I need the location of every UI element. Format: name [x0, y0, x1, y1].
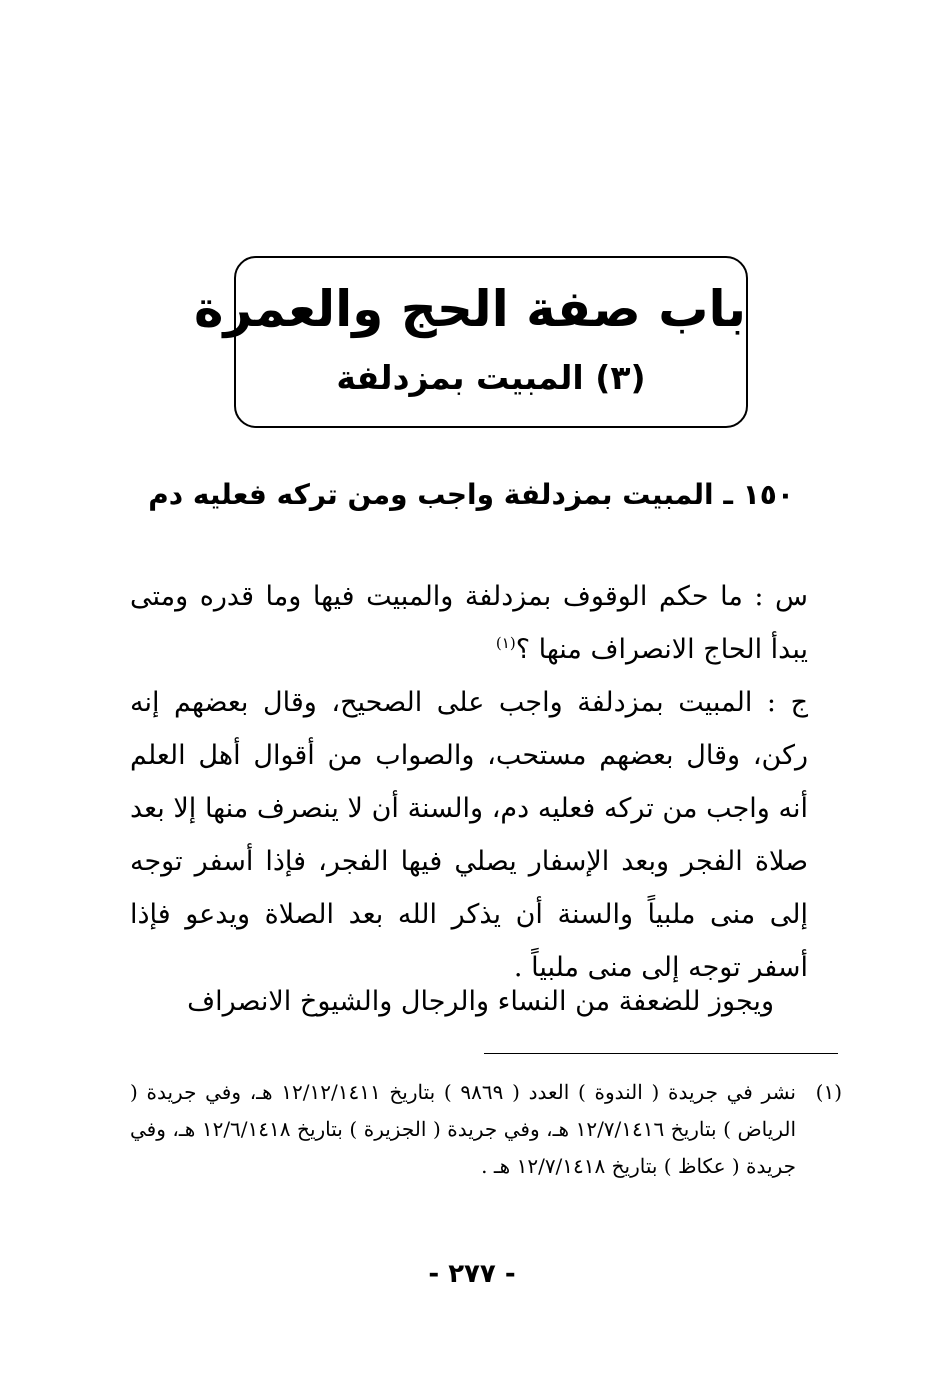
chapter-title-box	[194, 256, 748, 428]
footnote-marker: (١)	[815, 1080, 842, 1104]
continuation-text: ويجوز للضعفة من النساء والرجال والشيوخ الانصراف	[187, 986, 774, 1017]
footnote-divider	[484, 1053, 838, 1054]
question-paragraph	[130, 570, 808, 676]
chapter-title: باب صفة الحج والعمرة	[194, 280, 746, 338]
footnote-text: نشر في جريدة ( الندوة ) العدد ( ٩٨٦٩ ) بتاريخ ١٢/١٢/١٤١١ هـ، وفي جريدة ( الرياض ) بتاريخ ١٢/٧/١٤١٦ هـ، وفي جريدة ( الجزيرة ) بتاريخ ١٢/٦/١٤١٨ هـ، وفي جريدة ( عكاظ ) بتاريخ ١٢/٧/١٤١٨ هـ .	[130, 1080, 797, 1178]
chapter-subtitle: (٣) المبيت بمزدلفة	[336, 358, 646, 397]
footnote	[130, 1074, 842, 1185]
continuation-paragraph	[130, 975, 808, 1028]
footnote-reference: (١)	[495, 634, 516, 652]
question-text: س : ما حكم الوقوف بمزدلفة والمبيت فيها وما قدره ومتى يبدأ الحاج الانصراف منها ؟	[130, 581, 808, 665]
answer-text: ج : المبيت بمزدلفة واجب على الصحيح، وقال بعضهم إنه ركن، وقال بعضهم مستحب، والصواب من أقوال أهل العلم أنه واجب من تركه فعليه دم، والسنة أن لا ينصرف منها إلا بعد صلاة الفجر وبعد الإسفار يصلي فيها الفجر، فإذا أسفر توجه إلى منى ملبياً والسنة أن يذكر الله بعد الصلاة ويدعو فإذا أسفر توجه إلى منى ملبياً .	[130, 687, 808, 983]
answer-paragraph	[130, 676, 808, 994]
page-number: - ٢٧٧ -	[428, 1259, 516, 1289]
section-heading: ١٥٠ ـ المبيت بمزدلفة واجب ومن تركه فعليه دم	[148, 478, 794, 511]
